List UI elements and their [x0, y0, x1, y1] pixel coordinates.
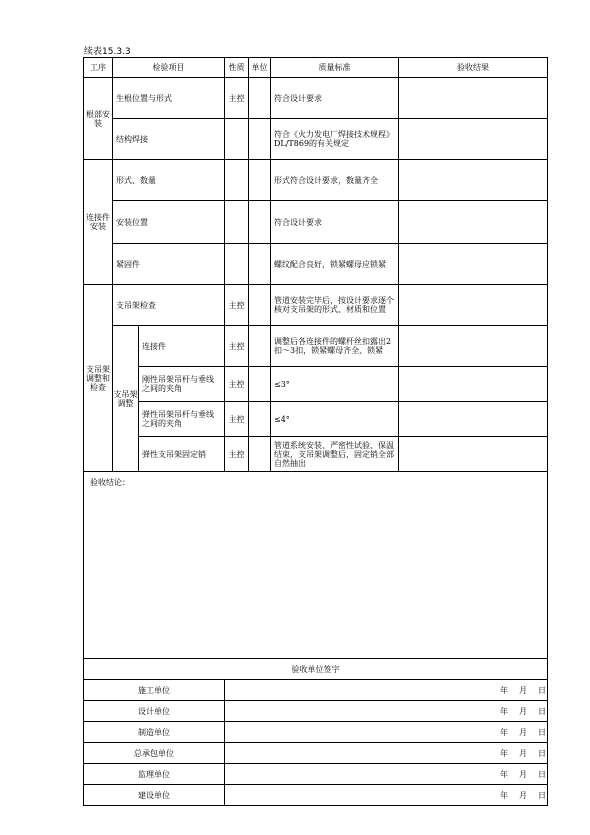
table-row — [84, 326, 548, 367]
standard-cell: 调整后各连接件的螺杆丝扣露出2扣～3扣，锁紧螺母齐全、锁紧 — [271, 326, 399, 367]
group-root: 根部安装 — [84, 78, 113, 160]
result-measure-grid[interactable] — [399, 402, 548, 437]
standard-cell: 管道安装完毕后，按设计要求逐个核对支吊架的形式、材质和位置 — [271, 285, 399, 326]
signature-title: 验收单位签字 — [84, 659, 548, 680]
unit-cell — [249, 78, 271, 119]
signer-date[interactable]: 年 月 日 — [225, 680, 548, 701]
signer-row — [84, 785, 548, 806]
standard-cell: ≤3° — [271, 367, 399, 402]
signer-row — [84, 701, 548, 722]
table-row — [84, 437, 548, 472]
conclusion-row — [84, 472, 548, 659]
nature-cell — [225, 244, 249, 285]
group-hanger: 支吊架调整和检查 — [84, 285, 113, 472]
standard-cell: 符合《火力发电厂焊接技术规程》DL/T869的有关规定 — [271, 119, 399, 160]
item-cell: 紧固件 — [113, 244, 225, 285]
nature-cell: 主控 — [225, 285, 249, 326]
nature-cell — [225, 119, 249, 160]
conclusion-label: 验收结论： — [90, 478, 130, 487]
signer-row — [84, 680, 548, 701]
unit-cell — [249, 367, 271, 402]
nature-cell — [225, 160, 249, 201]
nature-cell — [225, 201, 249, 244]
unit-cell — [249, 285, 271, 326]
item-cell: 安装位置 — [113, 201, 225, 244]
result-cell[interactable] — [399, 78, 548, 119]
table-row — [84, 367, 548, 402]
table-row — [84, 160, 548, 201]
unit-cell — [249, 160, 271, 201]
signer-name: 监理单位 — [84, 764, 225, 785]
signer-date[interactable]: 年 月 日 — [225, 743, 548, 764]
header-unit: 单位 — [249, 58, 271, 78]
signature-title-row — [84, 659, 548, 680]
group-connector: 连接件安装 — [84, 160, 113, 285]
header-nature: 性质 — [225, 58, 249, 78]
table-row — [84, 402, 548, 437]
header-process: 工序 — [84, 58, 113, 78]
signer-name: 施工单位 — [84, 680, 225, 701]
item-cell: 弹性支吊架固定销 — [139, 437, 225, 472]
signer-name: 制造单位 — [84, 722, 225, 743]
result-cell[interactable] — [399, 244, 548, 285]
nature-cell: 主控 — [225, 402, 249, 437]
header-item: 检验项目 — [113, 58, 225, 78]
item-cell: 生根位置与形式 — [113, 78, 225, 119]
result-cell[interactable] — [399, 326, 548, 367]
signer-row — [84, 722, 548, 743]
table-row — [84, 78, 548, 119]
header-row — [84, 58, 548, 78]
header-result: 验收结果 — [399, 58, 548, 78]
signer-name: 设计单位 — [84, 701, 225, 722]
result-cell[interactable] — [399, 285, 548, 326]
table-row — [84, 119, 548, 160]
conclusion-cell[interactable] — [84, 472, 548, 659]
item-cell: 支吊架检查 — [113, 285, 225, 326]
group-hanger-sub: 支吊架调整 — [113, 326, 139, 472]
result-cell[interactable] — [399, 160, 548, 201]
result-cell[interactable] — [399, 119, 548, 160]
unit-cell — [249, 437, 271, 472]
standard-cell: 符合设计要求 — [271, 78, 399, 119]
nature-cell: 主控 — [225, 367, 249, 402]
standard-cell: ≤4° — [271, 402, 399, 437]
item-cell: 结构焊接 — [113, 119, 225, 160]
standard-cell: 管道系统安装、严密性试验、保温结束，支吊架调整后，固定销全部自然抽出 — [271, 437, 399, 472]
unit-cell — [249, 201, 271, 244]
nature-cell: 主控 — [225, 78, 249, 119]
nature-cell: 主控 — [225, 437, 249, 472]
signer-date[interactable]: 年 月 日 — [225, 722, 548, 743]
table-row — [84, 244, 548, 285]
table-row — [84, 285, 548, 326]
unit-cell — [249, 244, 271, 285]
inspection-table — [83, 57, 548, 806]
item-cell: 形式、数量 — [113, 160, 225, 201]
standard-cell: 符合设计要求 — [271, 201, 399, 244]
header-standard: 质量标准 — [271, 58, 399, 78]
item-cell: 弹性吊架吊杆与垂线之间的夹角 — [139, 402, 225, 437]
signer-date[interactable]: 年 月 日 — [225, 764, 548, 785]
unit-cell — [249, 119, 271, 160]
table-caption: 续表15.3.3 — [84, 47, 131, 57]
result-measure-grid[interactable] — [399, 367, 548, 402]
standard-cell: 螺纹配合良好，锁紧螺母应锁紧 — [271, 244, 399, 285]
signer-row — [84, 743, 548, 764]
unit-cell — [249, 326, 271, 367]
signer-row — [84, 764, 548, 785]
signer-date[interactable]: 年 月 日 — [225, 701, 548, 722]
table-row — [84, 201, 548, 244]
unit-cell — [249, 402, 271, 437]
result-cell[interactable] — [399, 437, 548, 472]
signer-name: 总承包单位 — [84, 743, 225, 764]
result-cell[interactable] — [399, 201, 548, 244]
standard-cell: 形式符合设计要求，数量齐全 — [271, 160, 399, 201]
item-cell: 连接件 — [139, 326, 225, 367]
signer-name: 建设单位 — [84, 785, 225, 806]
item-cell: 刚性吊架吊杆与垂线之间的夹角 — [139, 367, 225, 402]
signer-date[interactable]: 年 月 日 — [225, 785, 548, 806]
nature-cell: 主控 — [225, 326, 249, 367]
